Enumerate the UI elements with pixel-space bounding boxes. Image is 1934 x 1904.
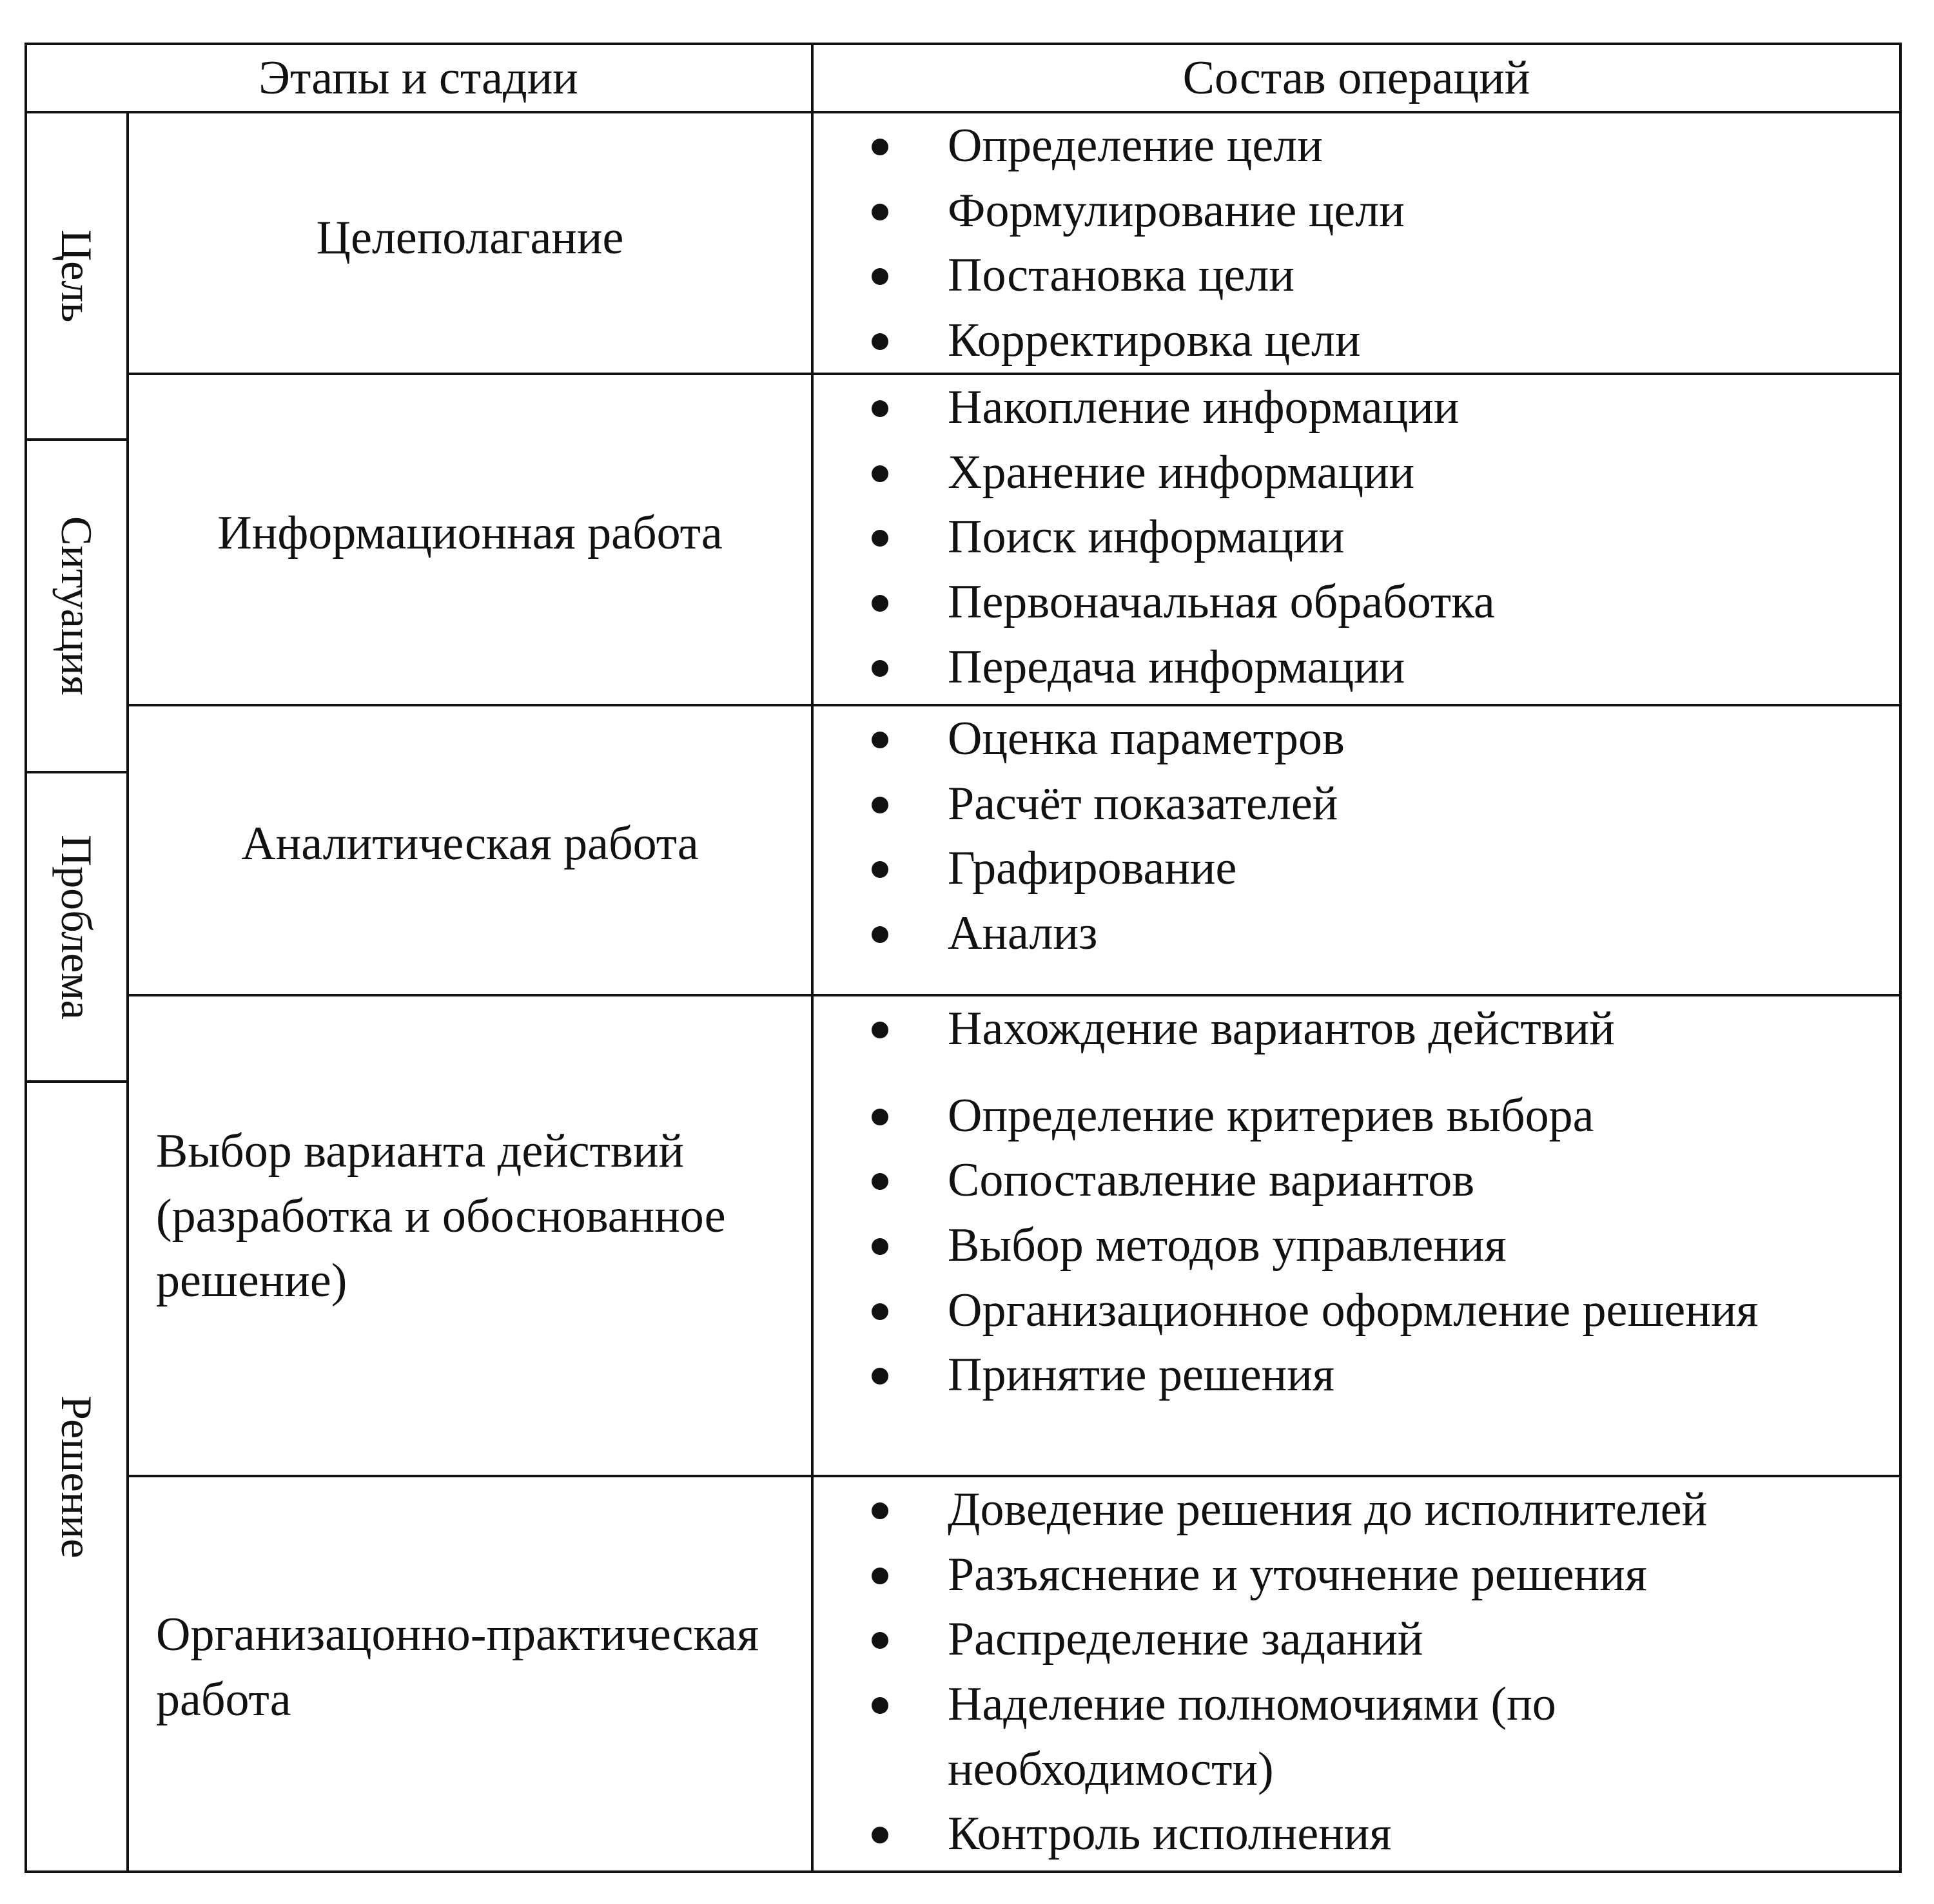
operation-item: Контроль исполнения [825, 1802, 1902, 1867]
operation-item: Постановка цели [825, 243, 1902, 308]
operation-item: Сопоставление вариантов [825, 1148, 1902, 1213]
operation-item: Анализ [825, 901, 1902, 966]
side-label-goal: Цель [52, 229, 101, 323]
side-cell-problem [26, 773, 128, 1080]
side-cell-situation [26, 441, 128, 771]
operations-list [825, 113, 1902, 373]
stage-label: Организацонно-практическая работа [156, 1608, 759, 1726]
stage-label: Информационная работа [217, 506, 723, 559]
operations-list [825, 996, 1902, 1408]
operation-item: Формулирование цели [825, 179, 1902, 244]
stage-cell-goal-setting [128, 113, 812, 373]
operations-cell-information-work [812, 375, 1902, 704]
operation-item: Разъяснение и уточнение решения [825, 1542, 1902, 1608]
side-label-problem: Проблема [52, 834, 101, 1020]
operation-item: Принятие решения [825, 1343, 1902, 1408]
operation-item: Определение критериев выбора [825, 1083, 1902, 1149]
operation-item: Распределение заданий [825, 1607, 1902, 1672]
stage-cell-organizational-work [128, 1477, 812, 1870]
operations-cell-analytical-work [812, 706, 1902, 994]
operations-list [825, 375, 1902, 699]
stage-label: Целеполагание [316, 211, 624, 264]
stage-label: Аналитическая работа [241, 817, 699, 870]
operation-item: Передача информации [825, 635, 1902, 700]
operation-item: Графирование [825, 836, 1902, 901]
side-label-decision: Решение [52, 1395, 101, 1559]
operations-cell-organizational-work [812, 1477, 1902, 1870]
operation-item: Оценка параметров [825, 706, 1902, 772]
operation-item: Нахождение вариантов действий [825, 996, 1902, 1062]
header-stages: Этапы и стадии [259, 52, 578, 104]
operation-item: Расчёт показателей [825, 772, 1902, 837]
side-cell-decision [26, 1083, 128, 1870]
operations-list [825, 706, 1902, 966]
stage-cell-action-choice [128, 996, 812, 1475]
operation-item: Хранение информации [825, 440, 1902, 505]
stage-label: Выбор варианта действий (разработка и обоснованное решение) [156, 1125, 726, 1308]
header-operations: Состав операций [1182, 52, 1530, 104]
operation-item: Выбор методов управления [825, 1213, 1902, 1278]
operations-cell-goal-setting [812, 113, 1902, 373]
side-label-situation: Ситуация [52, 516, 101, 695]
operation-item: Корректировка цели [825, 308, 1902, 373]
operation-item: Определение цели [825, 113, 1902, 179]
operation-item: Организационное оформление решения [825, 1278, 1902, 1343]
operations-list [825, 1477, 1902, 1867]
operation-item: Первоначальная обработка [825, 570, 1902, 635]
operation-item: Наделение полномочиями (по необходимости) [825, 1672, 1902, 1802]
operations-cell-action-choice [812, 996, 1902, 1475]
operation-item: Поиск информации [825, 505, 1902, 570]
operation-item: Накопление информации [825, 375, 1902, 440]
operation-item: Доведение решения до исполнителей [825, 1477, 1902, 1542]
stage-cell-analytical-work [128, 706, 812, 994]
side-cell-goal [26, 113, 128, 438]
table-bottom-border [26, 1870, 1902, 1873]
stage-cell-information-work [128, 375, 812, 704]
